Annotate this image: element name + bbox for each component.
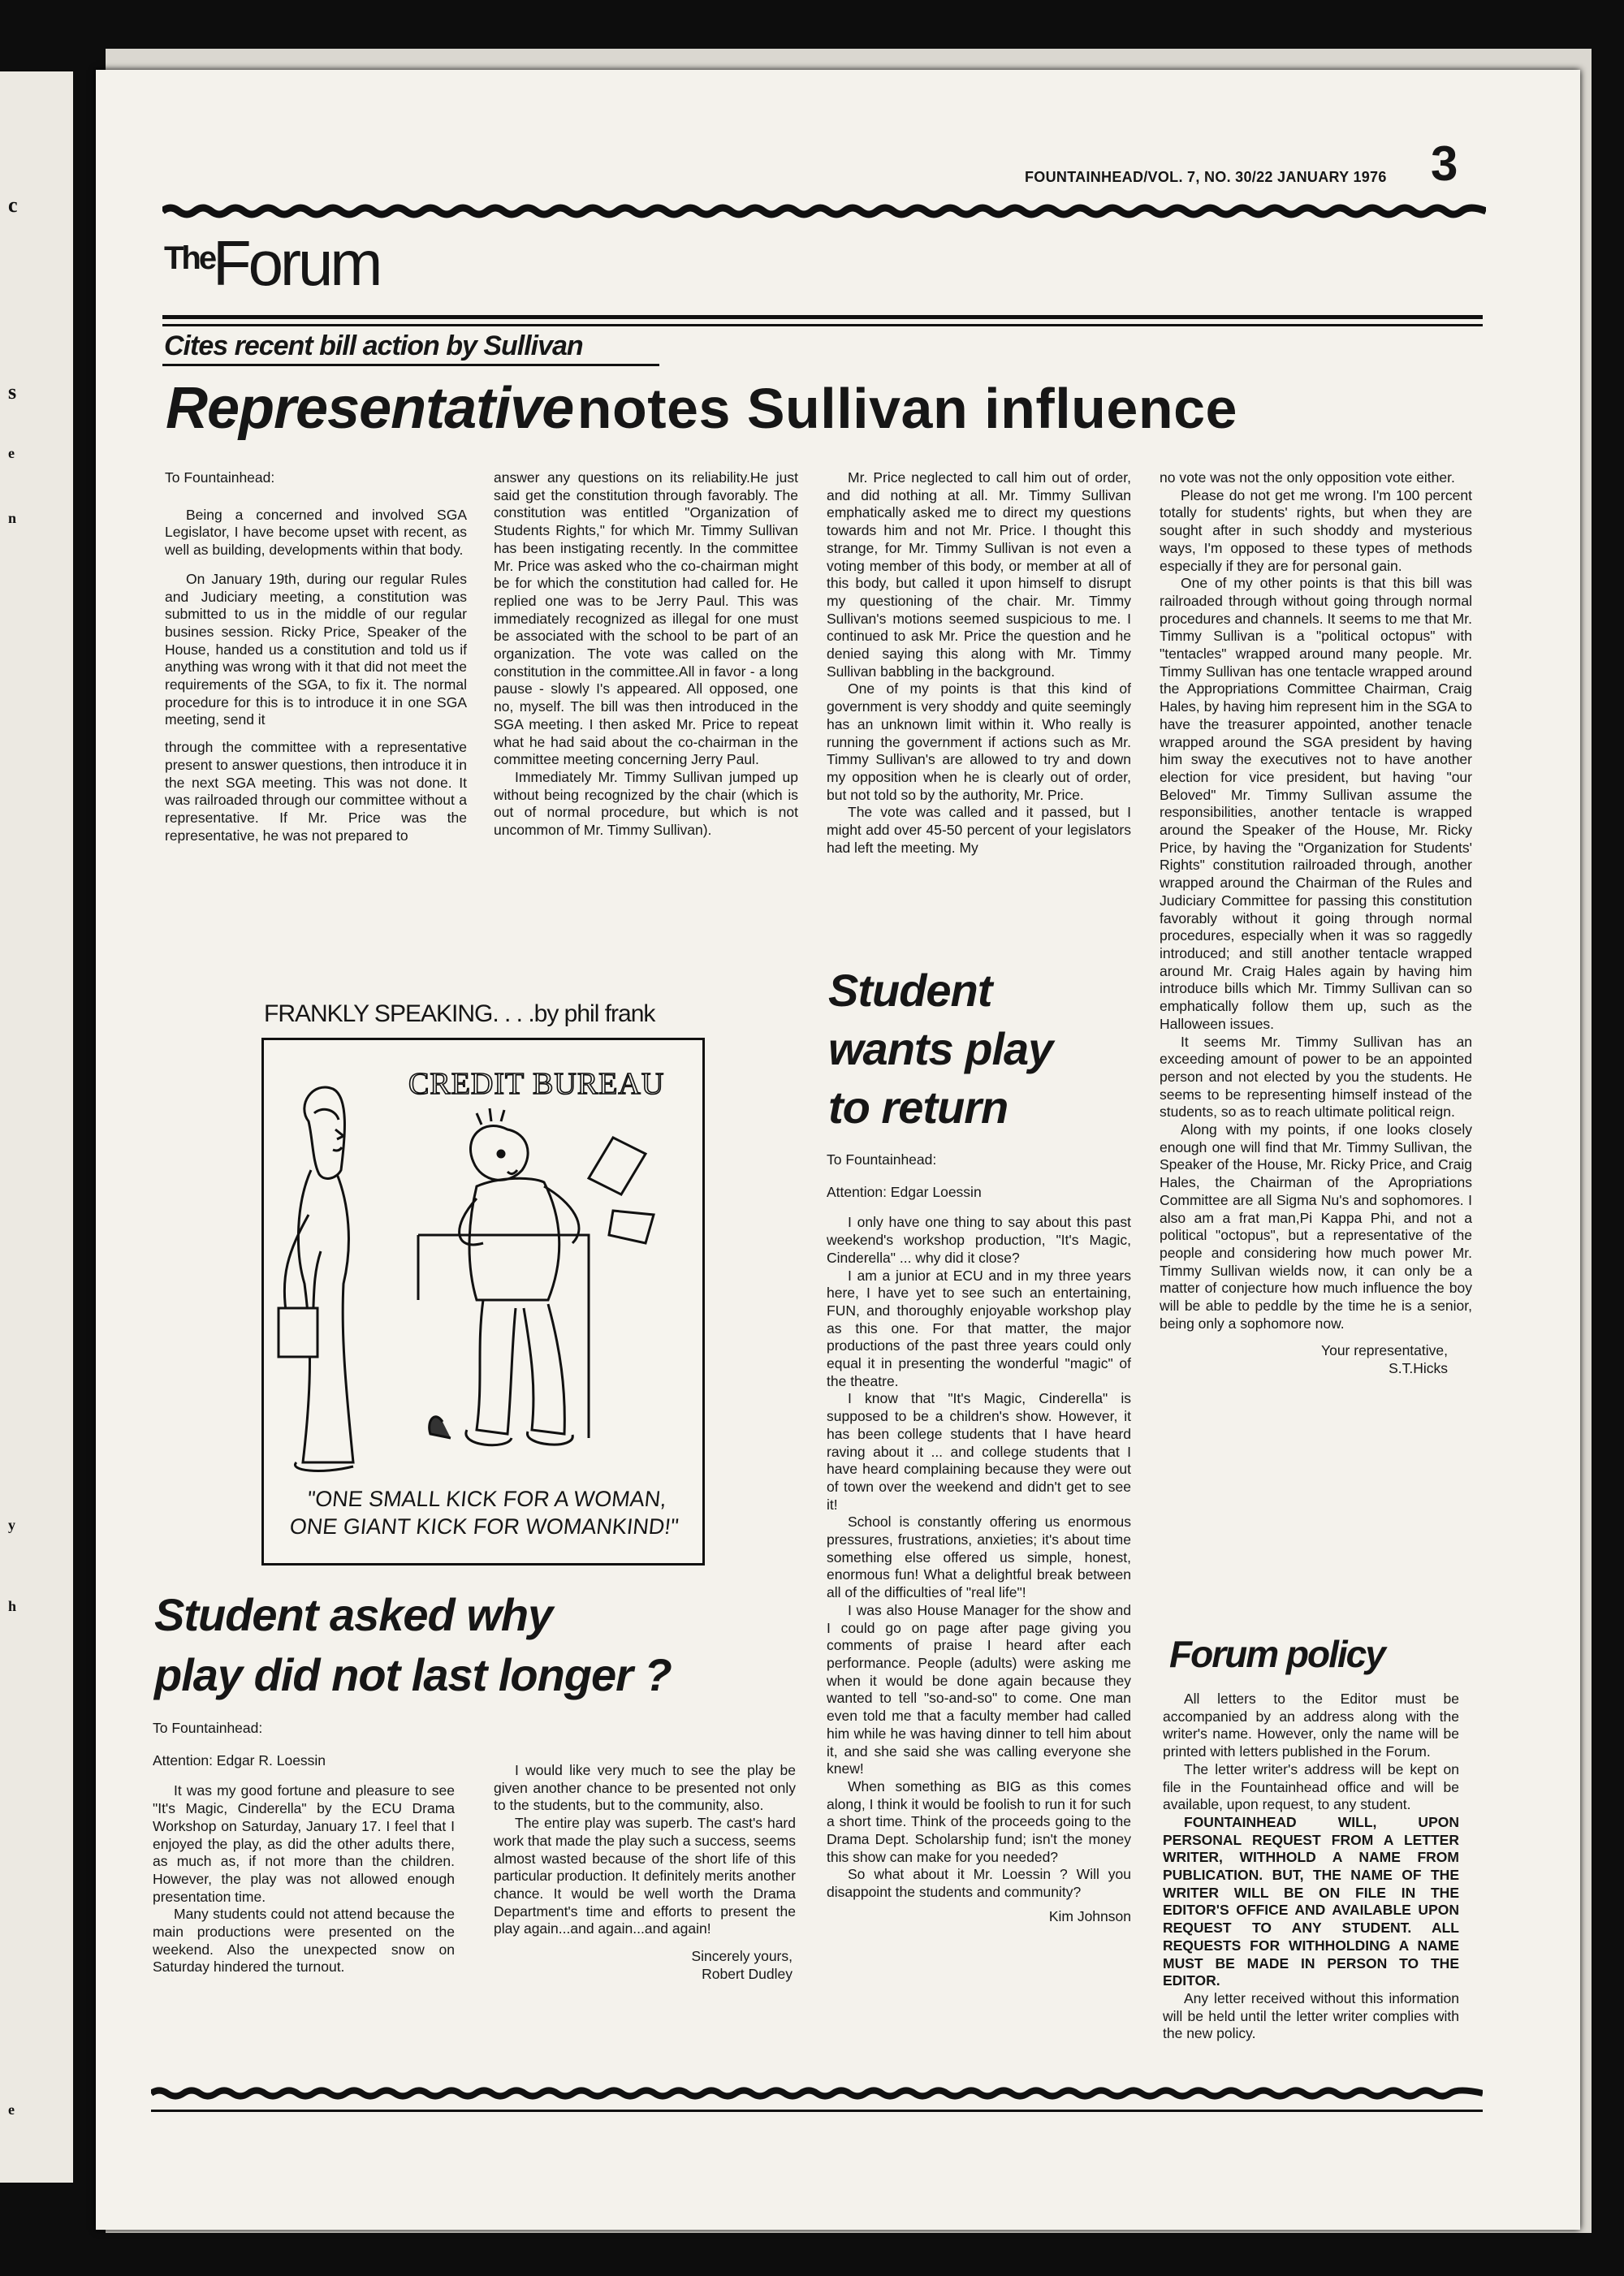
cartoon-title: FRANKLY SPEAKING. . . .by phil frank xyxy=(264,1000,655,1027)
left-page-letter: n xyxy=(8,510,17,526)
paragraph: no vote was not the only opposition vote either. xyxy=(1160,469,1455,486)
signature: Robert Dudley xyxy=(702,1965,793,1982)
shoe-icon xyxy=(430,1417,451,1438)
paragraph: Mr. Price neglected to call him out of order, and did nothing at all. Mr. Timmy Sullivan emphatically asked me to direct my questions towards him and not Mr. Price. I thought this strange, for Mr. Timmy Sullivan is not even a voting member of this body, or member at all of this body, but called it upon himself to disrupt my questioning of the chair. Mr. Timmy Sullivan's motions seemed suspicious to me. I continued to ask Mr. Price the question and he denied saying this along with Mr. Timmy Sullivan babbling in the background. xyxy=(827,469,1131,680)
salutation: To Fountainhead: xyxy=(153,1720,263,1736)
signature: S.T.Hicks xyxy=(1389,1360,1448,1377)
caption-line-1: "ONE SMALL KICK FOR A WOMAN, xyxy=(306,1487,668,1511)
paragraph: I know that "It's Magic, Cinderella" is supposed to be a children's show. However, it has been college students that I have heard raving about it ... and college students that I have heard complaining because they were out of town over the weekend and didn't get to see it! xyxy=(827,1390,1131,1513)
article1-headline xyxy=(166,375,1237,442)
left-page-letter: s xyxy=(8,380,17,404)
paragraph: Please do not get me wrong. I'm 100 percent totally for students' rights, but when they are sought after in such shoddy and mysterious ways, I'm opposed to these types of methods especially if they are for personal gain. xyxy=(1160,486,1472,574)
paragraph: The vote was called and it passed, but I might add over 45-50 percent of your legislators had left the meeting. My xyxy=(827,804,1131,856)
flying-paper-icon xyxy=(589,1138,654,1243)
paragraph: answer any questions on its reliability.He just said get the constitution through favorably. The constitution was entitled "Organization of Students Rights," for which Mr. Timmy Sullivan has been instigating recently. In the committee Mr. Price was asked who the co-chairman might be for which the constitution had called for. He replied one was to be Jerry Paul. This was immediately recognized as illegal for one must be associated with the school to be part of an organization. The vote was called on the constitution in the committee.All in favor - a long pause - slowly I's appeared. All opposed, one no, myself. The bill was then introduced in the SGA meeting. I then asked Mr. Price to repeat what he had said about the co-chairman in the committee meeting concerning Jerry Paul. xyxy=(494,469,798,768)
article1-column-3 xyxy=(827,469,1131,857)
double-rule-top xyxy=(162,315,1483,319)
attention-line: Attention: Edgar R. Loessin xyxy=(153,1751,326,1769)
article1-column-4 xyxy=(1160,469,1472,1378)
left-page-letter: e xyxy=(8,2101,15,2118)
paragraph: It was my good fortune and pleasure to see "It's Magic, Cinderella" by the ECU Drama Workshop on Saturday, January 17. I feel that I enjoyed the play, as did the other adults there, as much as, if not more than the children. However, the play was not allowed enough presentation time. xyxy=(153,1782,455,1905)
article2-body xyxy=(827,1151,1131,1926)
policy-body xyxy=(1163,1691,1459,2043)
headline-line: Student xyxy=(828,965,992,1016)
paragraph: I am a junior at ECU and in my three years here, I have yet to see such an entertaining, FUN, and thoroughly enjoyable workshop play as this one. For that matter, the major productions of the past three years could only equal it in presenting the wonderful "magic" of the theatre. xyxy=(827,1267,1131,1389)
article1-kicker: Cites recent bill action by Sullivan xyxy=(164,330,583,361)
left-page-letter: e xyxy=(8,445,15,461)
wavy-rule-top xyxy=(162,201,1486,221)
paragraph: To Fountainhead: xyxy=(165,469,275,486)
section-title-forum: Forum xyxy=(213,227,380,299)
left-page-letter: y xyxy=(8,1517,15,1533)
adjacent-page-fragment xyxy=(0,71,73,2183)
page-number: 3 xyxy=(1431,136,1458,191)
policy-title: Forum policy xyxy=(1169,1633,1384,1675)
article3-column-1 xyxy=(153,1720,455,1976)
man-figure-icon xyxy=(418,1108,589,1445)
headline-italic-part: Representative xyxy=(166,376,574,441)
paragraph: One of my other points is that this bill was railroaded through without going through normal procedures and channels. It seems to me that Mr. Timmy Sullivan is a "political octopus" with "tentacles" wrapped around many people. Mr. Timmy Sullivan has one tentacle wrapped around the Appropriations Committee Chairman, Craig Hales, by having him represent him in the SGA to have the treasurer appointed, another tenacle wrapped around the SGA president by having him sway the executives not to have another election for vice president, but having "our Beloved" Mr. Timmy Sullivan assume the responsibilities, another tentacle is wrapped around the Speaker of the House, Mr. Ricky Price, by having the "Organization for Students' Rights" constitution railroaded through, another wrapped around the Chairman of the Rules and Judiciary Committee for passing this constitution favorably without it going through normal procedures, especially when it was so raggedly introduced; and still another tentacle wrapped around Mr. Craig Hales again by having him introduce bills which Mr. Timmy Sullivan can so emphatically follow them up, such as the Halloween issues. xyxy=(1160,575,1472,1032)
headline-line: wants play xyxy=(828,1023,1053,1074)
bottom-thin-rule xyxy=(151,2110,1483,2112)
article1-column-1 xyxy=(165,469,467,844)
paragraph: FOUNTAINHEAD WILL, UPON PERSONAL REQUEST FROM A LETTER WRITER, WITHHOLD A NAME FROM PUBLICATION. BUT, THE NAME OF THE WRITER WILL BE ON FILE IN THE EDITOR'S OFFICE AND AVAILABLE UPON REQUEST TO ANY STUDENT. ALL REQUESTS FOR WITHHOLDING A NAME MUST BE MADE IN PERSON TO THE EDITOR. xyxy=(1163,1813,1459,1989)
woman-figure-icon xyxy=(279,1087,353,1471)
article2-headline xyxy=(828,961,1052,1137)
left-page-letter: h xyxy=(8,1598,17,1614)
caption-line-2: ONE GIANT KICK FOR WOMANKIND!" xyxy=(288,1514,680,1539)
paragraph: Any letter received without this information will be held until the letter writer complies with the new policy. xyxy=(1163,1989,1459,2042)
paragraph: through the committee with a representative present to answer questions, then introduce it in the next SGA meeting. This was not done. It was railroaded through our committee without a representative. If Mr. Price was the representative, he was not prepared to xyxy=(165,739,467,844)
paragraph: I was also House Manager for the show and I could go on page after page giving you comments of praise I heard after each performance. People (adults) were asking me when it would be done again because they wanted to tell "so-and-so" to come. One man even told me that a faculty member had called him while he was having dinner to tell him about it, and she said she was calling everyone she knew! xyxy=(827,1601,1131,1777)
paragraph: Along with my points, if one looks closely enough one will find that Mr. Timmy Sullivan, the Speaker of the House, Mr. Ricky Price, and Craig Hales, the Chairman of the Apropriations Committee are all Sigma Nu's and sophomores. I also am a frat man,Pi Kappa Phi, and not a political "octopus", but a representative of the people and considering how much power Mr. Timmy Sullivan wields now, it can only be a matter of conjecture how much influence the boy will be able to peddle by the time he is a senior, being only a sophomore now. xyxy=(1160,1121,1472,1332)
double-rule-bottom xyxy=(162,324,1483,326)
article3-headline xyxy=(154,1585,672,1705)
section-title-the: The xyxy=(164,240,215,276)
signoff: Your representative, xyxy=(1321,1342,1448,1359)
signoff: Sincerely yours, xyxy=(691,1948,793,1965)
paragraph: I would like very much to see the play be given another chance to be presented not only to the students, but to the community, also. xyxy=(494,1762,796,1814)
paragraph: The letter writer's address will be kept on file in the Fountainhead office and will be available, upon request, to any student. xyxy=(1163,1760,1459,1813)
cartoon-caption xyxy=(275,1485,695,1540)
cartoon-drawing xyxy=(264,1040,702,1479)
paragraph: So what about it Mr. Loessin ? Will you disappoint the students and community? xyxy=(827,1866,1131,1901)
salutation: To Fountainhead: xyxy=(827,1151,937,1168)
cartoon-panel xyxy=(261,1038,705,1566)
attention-line: Attention: Edgar Loessin xyxy=(827,1183,982,1200)
headline-line: Student asked why xyxy=(154,1589,553,1640)
paragraph: One of my points is that this kind of government is very shoddy and quite seemingly has an unknown limit within it. Who really is running the government if actions such as Mr. Timmy Sullivan's are allowed to try and down my opposition when he is clearly out of order, but not told so by the authority, Mr. Price. xyxy=(827,680,1131,803)
headline-rest: notes Sullivan influence xyxy=(577,377,1237,440)
headline-line: play did not last longer ? xyxy=(154,1649,672,1700)
paragraph: All letters to the Editor must be accompanied by an address along with the writer's name. However, only the name will be printed with letters published in the Forum. xyxy=(1163,1691,1459,1760)
kicker-underline xyxy=(162,364,659,366)
article1-column-2 xyxy=(494,469,798,840)
paragraph: Immediately Mr. Timmy Sullivan jumped up without being recognized by the chair (which is out of normal procedure, but which is not uncommon of Mr. Timmy Sullivan). xyxy=(494,768,798,839)
wavy-rule-bottom xyxy=(151,2085,1483,2101)
paragraph: It seems Mr. Timmy Sullivan has an exceeding amount of power to be an appointed person and not elected by you the students. He seems to be representing himself instead of the students, so as to reach ultimate political reign. xyxy=(1160,1033,1472,1121)
paragraph: I only have one thing to say about this past weekend's workshop production, "It's Magic, Cinderella" ... why did it close? xyxy=(827,1214,1131,1266)
paragraph: The entire play was superb. The cast's hard work that made the play such a success, seems almost wasted because of the short life of this particular production. It definitely merits another chance. It would be well worth the Drama Department's time and efforts to present the play again...and again...and again! xyxy=(494,1815,796,1937)
paragraph: Being a concerned and involved SGA Legislator, I have become upset with recent, as well as building, developments within that body. xyxy=(165,506,467,559)
cartoon-sign: CREDIT BUREAU xyxy=(408,1067,665,1101)
headline-line: to return xyxy=(828,1082,1009,1133)
left-page-letter: c xyxy=(8,193,18,217)
paragraph: On January 19th, during our regular Rules and Judiciary meeting, a constitution was submitted to us in the middle of our regular busines session. Ricky Price, Speaker of the House, handed us a constitution and told us if anything was wrong with it that did not meet the requirements of the SGA, to fix it. The normal procedure for this is to introduce it in one SGA meeting, send it xyxy=(165,570,467,728)
paragraph: Many students could not attend because the main productions were presented on the weekend. Also the unexpected snow on Saturday hindered the turnout. xyxy=(153,1906,455,1976)
dateline: FOUNTAINHEAD/VOL. 7, NO. 30/22 JANUARY 1976 xyxy=(1025,169,1387,185)
article3-column-2 xyxy=(494,1762,796,1983)
signature: Kim Johnson xyxy=(1048,1907,1131,1924)
paragraph: When something as BIG as this comes along, I think it would be foolish to run it for such a short time. Think of the proceeds going to the Drama Dept. Scholarship fund; isn't the money this show can make for you needed? xyxy=(827,1777,1131,1865)
paragraph: School is constantly offering us enormous pressures, frustrations, anxieties; it's about time something else offered us simple, honest, enormous fun! What a delightful break between all of the difficulties of "real life"! xyxy=(827,1514,1131,1601)
